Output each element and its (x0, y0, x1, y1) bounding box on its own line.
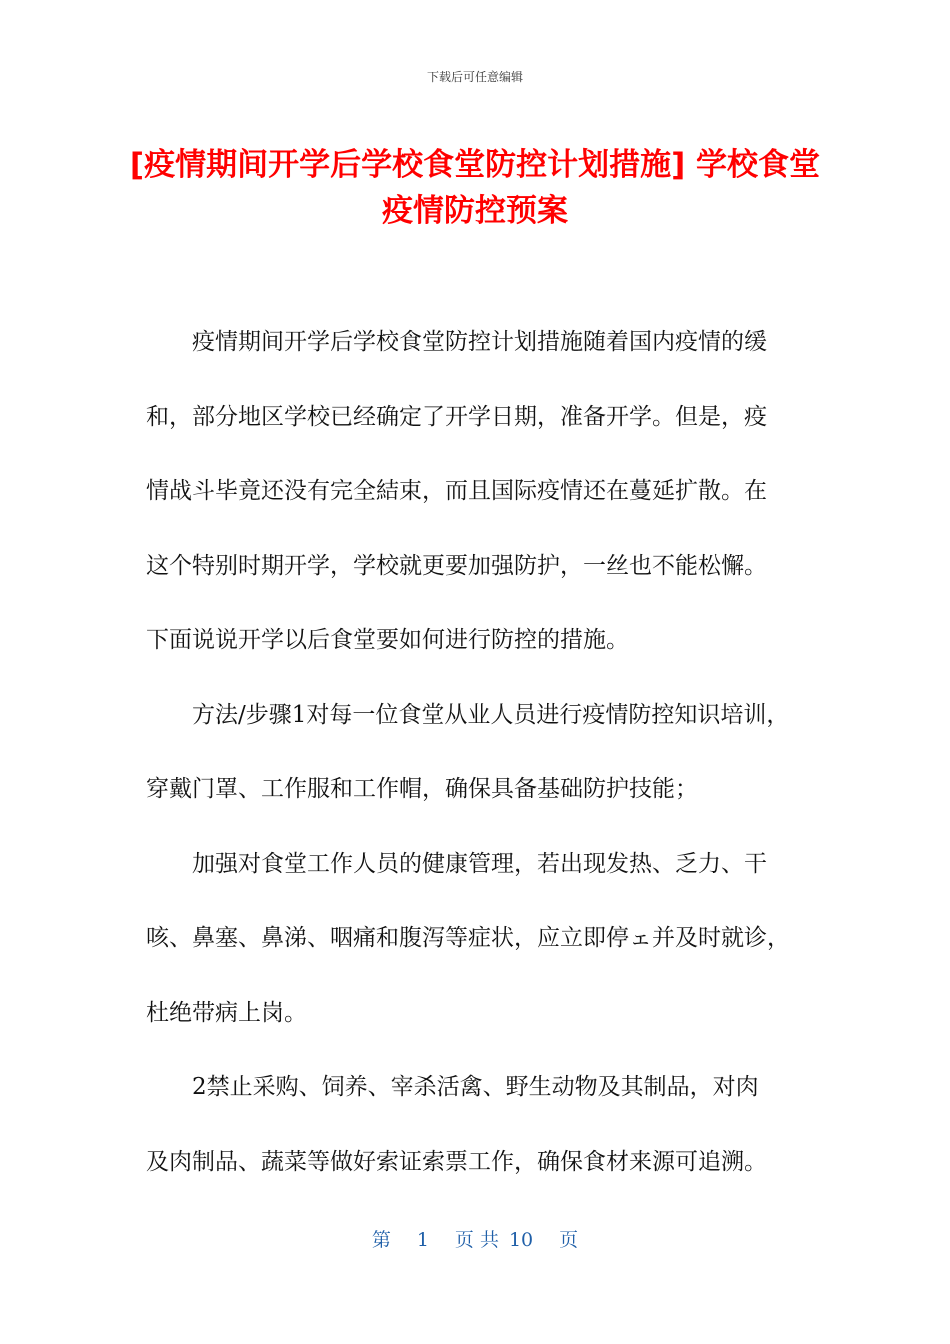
page-footer (0, 1225, 950, 1252)
paragraph-line: 穿戴门罩、工作服和工作帽，确保具备基础防护技能； (146, 776, 698, 802)
paragraph-line: 加强对食堂工作人员的健康管理，若出现发热、乏力、干 (192, 850, 767, 877)
total-page-number: 10 (508, 1229, 534, 1251)
footer-ye-gong: 页 共 (454, 1229, 499, 1251)
footer-ye: 页 (559, 1229, 579, 1251)
paragraph-line: 杜绝带病上岗。 (146, 999, 307, 1026)
document-title: [疫情期间开学后学校食堂防控计划措施] 学校食堂疫情防控预案 (129, 147, 821, 229)
paragraph-line: 情战斗毕竟还没有完全結束，而且国际疫情还在蔓延扩散。在 (146, 478, 767, 504)
current-page-number: 1 (416, 1229, 429, 1251)
paragraph-line: 下面说说开学以后食堂要如何进行防控的措施。 (146, 627, 629, 653)
paragraph-line: 方法/步骤1对每一位食堂从业人员进行疫情防控知识培训， (192, 701, 790, 728)
paragraph-line: 这个特别时期开学，学校就更要加强防护，一丝也不能松懈。 (146, 552, 767, 579)
document-body (146, 322, 826, 1216)
paragraph-line: 疫情期间开学后学校食堂防控计划措施随着国内疫情的缓 (192, 329, 767, 355)
paragraph-line: 及肉制品、蔬菜等做好索证索票工作，确保食材来源可追溯。 (146, 1148, 767, 1175)
paragraph-line: 咳、鼻塞、鼻涕、咽痛和腹泻等症状，应立即停ェ并及时就诊， (146, 925, 790, 951)
paragraph-line: 和，部分地区学校已经确定了开学日期，准备开学。但是，疫 (146, 403, 767, 430)
paragraph-line: 2禁止采购、饲养、宰杀活禽、野生动物及其制品，对肉 (192, 1074, 759, 1100)
footer-di: 第 (371, 1229, 391, 1251)
header-note: 下载后可任意编辑 (426, 70, 523, 84)
